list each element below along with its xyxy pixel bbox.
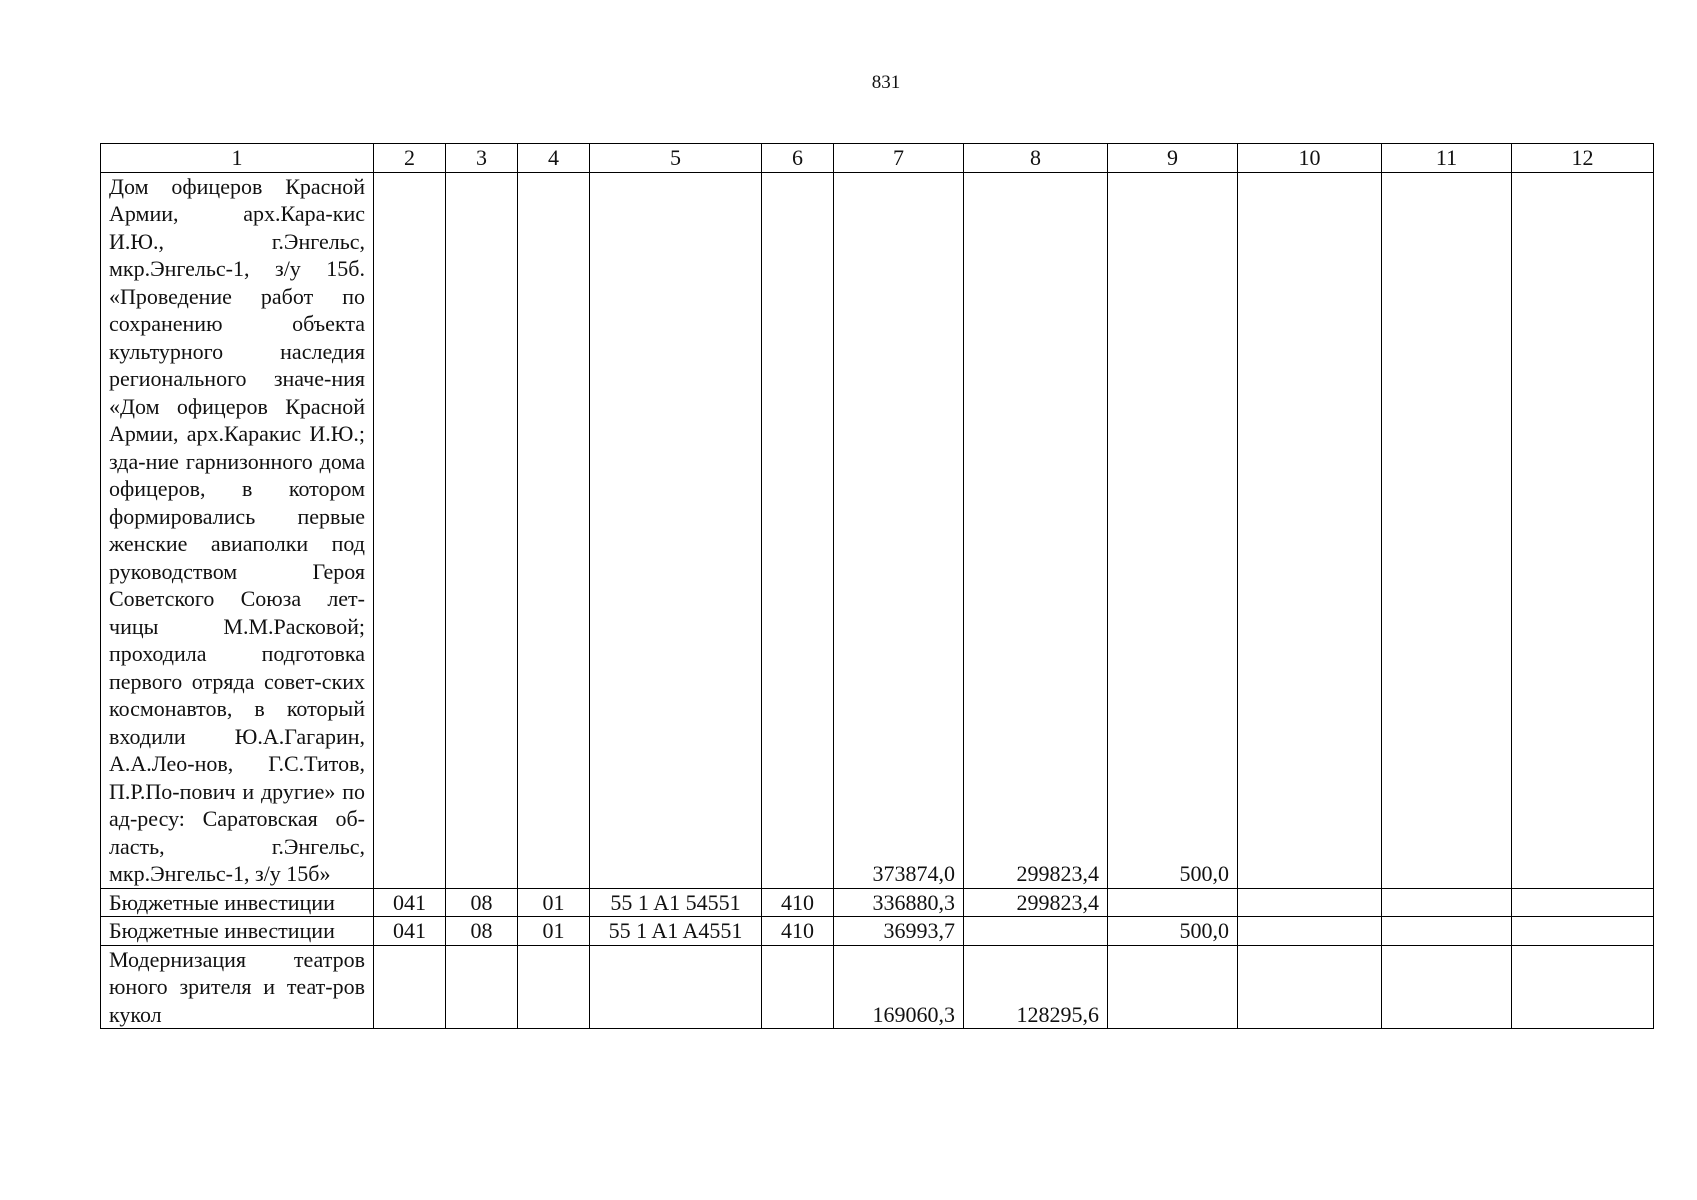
cell-amount-10	[1238, 172, 1382, 888]
cell-amount-7: 373874,0	[834, 172, 964, 888]
row-name-cell: Модернизация театров юного зрителя и теат-ров кукол	[101, 945, 374, 1029]
column-header: 1	[101, 144, 374, 173]
row-name-cell: Дом офицеров Красной Армии, арх.Кара-кис И.Ю., г.Энгельс, мкр.Энгельс-1, з/у 15б. «Проведение работ по сохранению объекта культурного наследия регионального значе-ния «Дом офицеров Красной Армии, арх.Каракис И.Ю.; зда-ние гарнизонного дома офицеров, в котором формировались первые женские авиаполки под руководством Героя Советского Союза лет-чицы М.М.Расковой; проходила подготовка первого отряда совет-ских космонавтов, в который входили Ю.А.Гагарин, А.А.Лео-нов, Г.С.Титов, П.Р.По-пович и другие» по ад-ресу: Саратовская об-ласть, г.Энгельс, мкр.Энгельс-1, з/у 15б»	[101, 172, 374, 888]
table-header-row	[101, 144, 1654, 173]
cell-amount-11	[1382, 917, 1512, 946]
cell-subsection	[518, 945, 590, 1029]
column-header: 5	[590, 144, 762, 173]
column-header: 2	[374, 144, 446, 173]
table-row	[101, 917, 1654, 946]
cell-section	[446, 945, 518, 1029]
cell-amount-7: 169060,3	[834, 945, 964, 1029]
row-name-cell: Бюджетные инвестиции	[101, 888, 374, 917]
cell-amount-12	[1512, 917, 1654, 946]
cell-amount-10	[1238, 945, 1382, 1029]
cell-section: 08	[446, 917, 518, 946]
cell-amount-8: 128295,6	[964, 945, 1108, 1029]
cell-amount-10	[1238, 917, 1382, 946]
cell-target-article: 55 1 A1 A4551	[590, 917, 762, 946]
cell-amount-7: 36993,7	[834, 917, 964, 946]
column-header: 8	[964, 144, 1108, 173]
cell-amount-9: 500,0	[1108, 917, 1238, 946]
cell-expense-type	[762, 945, 834, 1029]
cell-section	[446, 172, 518, 888]
cell-expense-type: 410	[762, 917, 834, 946]
cell-amount-12	[1512, 945, 1654, 1029]
cell-expense-type: 410	[762, 888, 834, 917]
column-header: 4	[518, 144, 590, 173]
cell-amount-9	[1108, 945, 1238, 1029]
cell-amount-10	[1238, 888, 1382, 917]
cell-ministry-code: 041	[374, 917, 446, 946]
page-number: 831	[871, 72, 901, 93]
table-row	[101, 945, 1654, 1029]
cell-subsection	[518, 172, 590, 888]
cell-amount-8	[964, 917, 1108, 946]
column-header: 9	[1108, 144, 1238, 173]
cell-amount-9: 500,0	[1108, 172, 1238, 888]
cell-subsection: 01	[518, 917, 590, 946]
cell-amount-8: 299823,4	[964, 172, 1108, 888]
column-header: 11	[1382, 144, 1512, 173]
cell-amount-11	[1382, 172, 1512, 888]
cell-amount-9	[1108, 888, 1238, 917]
cell-amount-11	[1382, 945, 1512, 1029]
cell-ministry-code	[374, 945, 446, 1029]
cell-amount-12	[1512, 172, 1654, 888]
cell-target-article	[590, 172, 762, 888]
cell-amount-12	[1512, 888, 1654, 917]
cell-subsection: 01	[518, 888, 590, 917]
column-header: 10	[1238, 144, 1382, 173]
cell-amount-11	[1382, 888, 1512, 917]
cell-amount-8: 299823,4	[964, 888, 1108, 917]
column-header: 3	[446, 144, 518, 173]
cell-amount-7: 336880,3	[834, 888, 964, 917]
cell-ministry-code: 041	[374, 888, 446, 917]
cell-section: 08	[446, 888, 518, 917]
cell-target-article: 55 1 A1 54551	[590, 888, 762, 917]
table-row	[101, 888, 1654, 917]
table-row	[101, 172, 1654, 888]
budget-table	[100, 143, 1654, 1029]
cell-target-article	[590, 945, 762, 1029]
column-header: 6	[762, 144, 834, 173]
cell-ministry-code	[374, 172, 446, 888]
column-header: 12	[1512, 144, 1654, 173]
cell-expense-type	[762, 172, 834, 888]
column-header: 7	[834, 144, 964, 173]
row-name-cell: Бюджетные инвестиции	[101, 917, 374, 946]
